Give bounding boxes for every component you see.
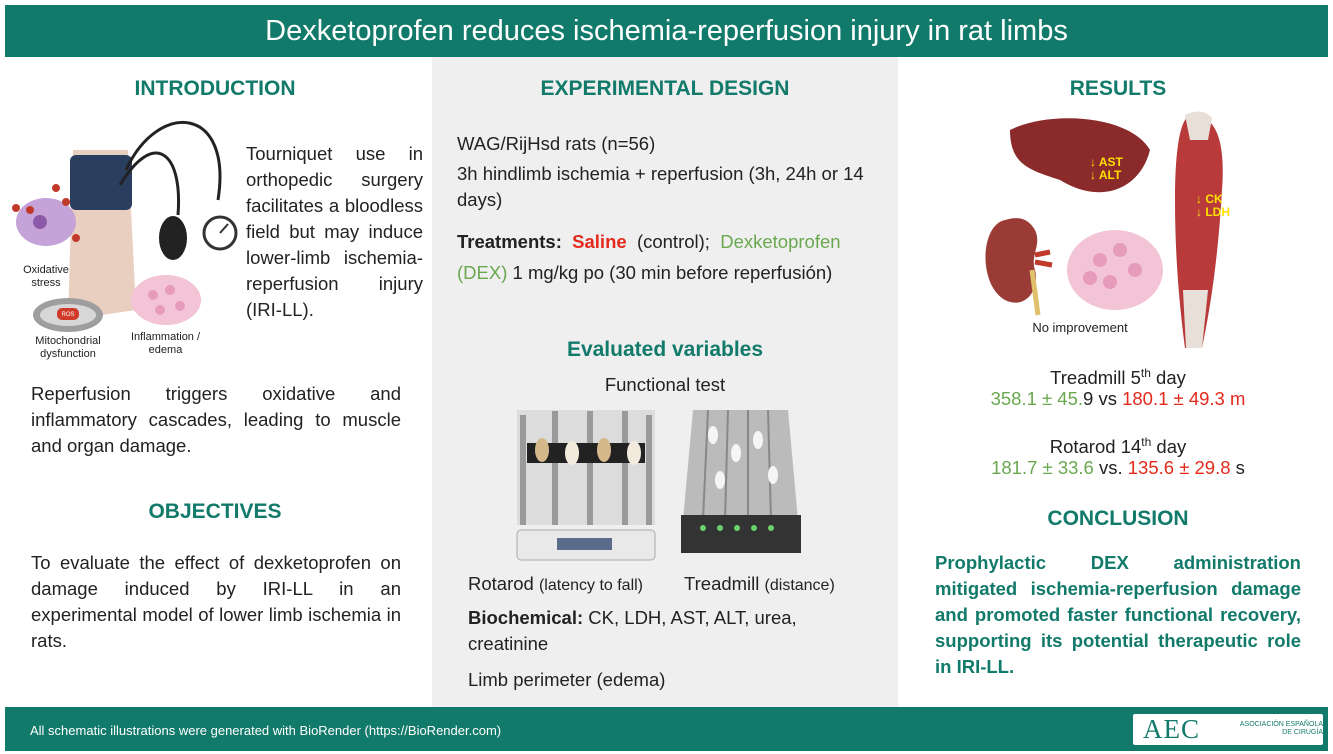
treadmill-result-sup: th <box>1140 366 1151 380</box>
objectives-heading: OBJECTIVES <box>148 500 282 523</box>
treadmill-vs: vs <box>1093 388 1123 409</box>
rotarod-result-sup: th <box>1141 435 1152 449</box>
evaluated-heading: Evaluated variables <box>566 338 764 361</box>
rotarod-illustration <box>512 405 660 565</box>
tourniquet-illustration <box>8 110 243 365</box>
control-label: (control); <box>636 231 710 252</box>
biorender-note: All schematic illustrations were generated with BioRender (https://BioRender.com) <box>30 723 502 738</box>
treadmill-dex-tail: 9 <box>1083 388 1094 409</box>
rotarod-vs: vs. <box>1093 457 1128 478</box>
rotarod-result-values <box>935 455 1301 481</box>
liver-markers: ↓ AST ↓ ALT <box>1090 155 1123 182</box>
no-improvement-label: No improvement <box>1032 320 1128 335</box>
aec-logo-text: ASOCIACIÓN ESPAÑOLA DE CIRUGÍA <box>1239 721 1323 736</box>
introduction-heading: INTRODUCTION <box>134 77 296 100</box>
aec-logo <box>1133 714 1323 745</box>
footer-bar <box>5 707 1328 751</box>
rotarod-unit: s <box>1230 457 1245 478</box>
biochemical-label: Biochemical: <box>468 607 584 628</box>
page-title: Dexketoprofen reduces ischemia-reperfusion injury in rat limbs <box>5 5 1328 57</box>
treadmill-saline-value: 180.1 ± 49.3 m <box>1122 388 1246 409</box>
rotarod-saline-value: 135.6 ± 29.8 <box>1127 457 1231 478</box>
inflammation-label: Inflammation / edema <box>130 331 201 356</box>
design-ischemia: 3h hindlimb ischemia + reperfusion (3h, 24h or 14 days) <box>457 163 864 210</box>
biochemical-text <box>468 605 868 657</box>
treatments-label: Treatments: <box>457 231 562 252</box>
treadmill-result-title-end: day <box>1150 367 1186 389</box>
aec-logo-letters: AEC <box>1143 714 1200 744</box>
treadmill-caption <box>684 571 894 599</box>
rotarod-caption <box>468 571 683 599</box>
dose-label: 1 mg/kg po (30 min before reperfusión) <box>512 262 833 283</box>
rotarod-label: Rotarod <box>468 573 534 594</box>
muscle-markers: ↓ CK ↓ LDH <box>1196 192 1230 219</box>
rotarod-result-title-text: Rotarod 14 <box>1049 436 1142 458</box>
objectives-body-text: To evaluate the effect of dexketoprofen on damage induced by IRI-LL in an experimental model of lower limb ischemia in rats. <box>31 552 401 651</box>
oxidative-stress-label: Oxidative stress <box>23 264 69 289</box>
limb-perimeter-text: Limb perimeter (edema) <box>468 669 666 690</box>
conclusion-body-text: Prophylactic DEX administration mitigated ischemia-reperfusion damage and promoted faster functional recovery, supporting its potential therapeutic role in IRI-LL. <box>935 552 1301 677</box>
results-heading: RESULTS <box>1069 77 1167 100</box>
biochemical-list: CK, LDH, AST, ALT, urea, creatinine <box>468 607 797 654</box>
saline-label: Saline <box>572 231 627 252</box>
design-rats: WAG/RijHsd rats (n=56) <box>457 133 656 154</box>
treadmill-illustration <box>678 405 803 565</box>
conclusion-heading: CONCLUSION <box>1047 507 1189 530</box>
mitochondrial-dysfunction-label: Mitochondrial dysfunction <box>35 335 101 360</box>
organs-illustration <box>980 110 1245 350</box>
dex-label: Dexketoprofen (DEX) <box>457 231 841 283</box>
treadmill-label: Treadmill <box>684 573 760 594</box>
treadmill-result-values <box>935 386 1301 412</box>
treadmill-dex-value: 358.1 ± 45. <box>990 388 1084 409</box>
intro-body-text: Reperfusion triggers oxidative and inflammatory cascades, leading to muscle and organ damage. <box>31 383 401 456</box>
intro-side-text: Tourniquet use in orthopedic surgery facilitates a bloodless field but may induce lower-limb ischemia-reperfusion injury (IRI-LL). <box>246 143 423 320</box>
treadmill-result-title-text: Treadmill 5 <box>1050 367 1141 389</box>
ros-label: ROS <box>61 312 75 318</box>
functional-test-label: Functional test <box>604 374 726 395</box>
rotarod-dex-value: 181.7 ± 33.6 <box>991 457 1094 478</box>
rotarod-note: (latency to fall) <box>538 577 644 594</box>
treadmill-note: (distance) <box>764 577 835 594</box>
design-heading: EXPERIMENTAL DESIGN <box>540 77 790 100</box>
rotarod-result-title-end: day <box>1151 436 1187 458</box>
design-treatments <box>457 226 887 288</box>
